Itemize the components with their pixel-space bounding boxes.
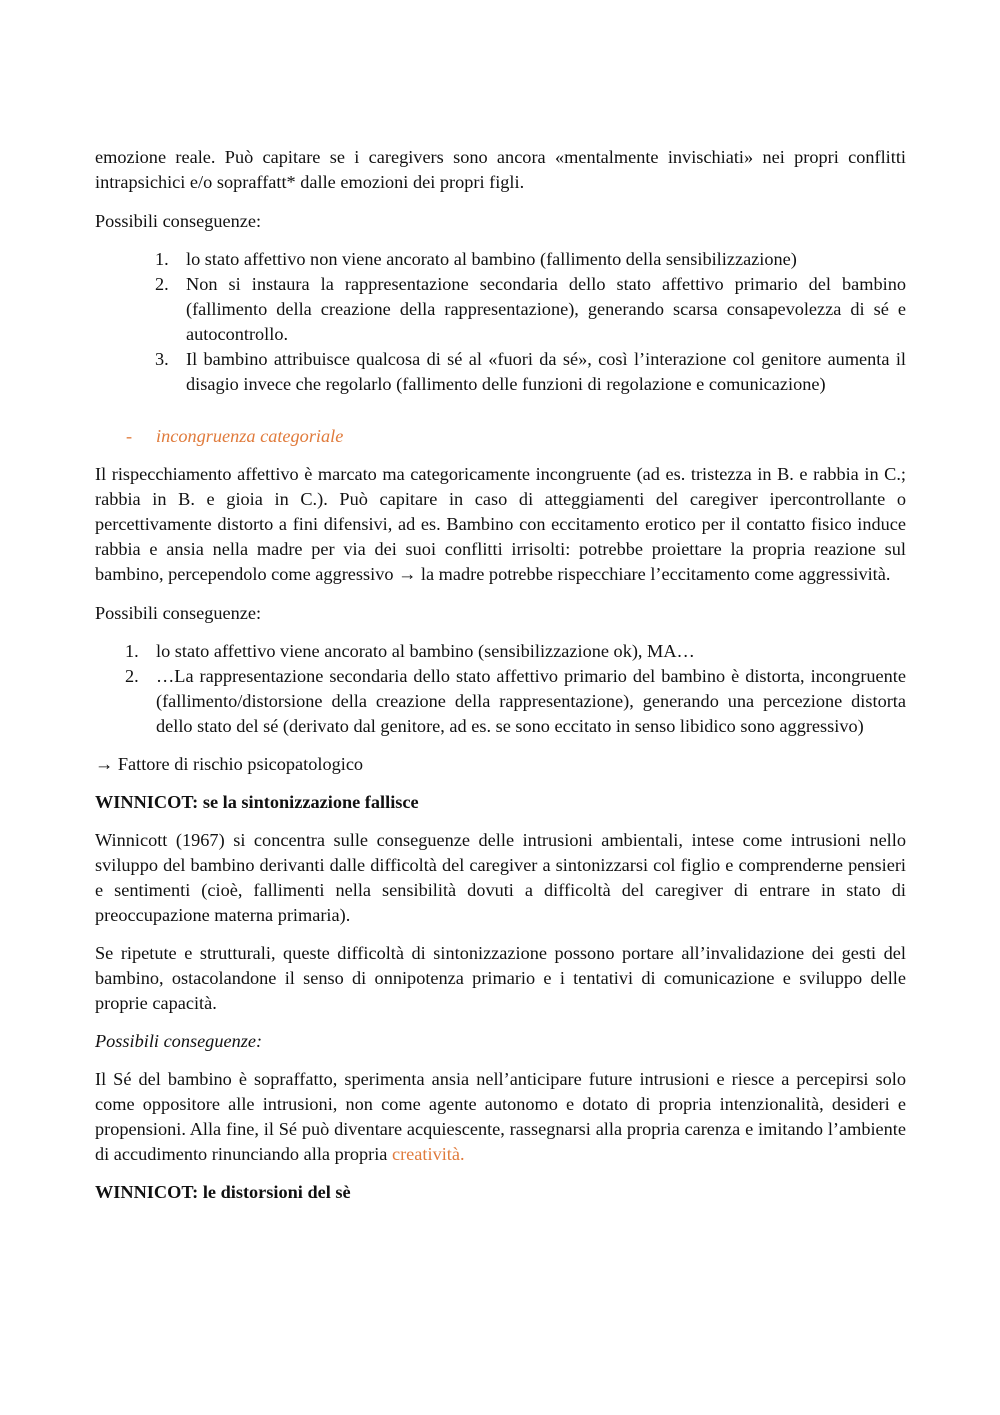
- section-heading-distorsioni: WINNICOT: le distorsioni del sè: [95, 1182, 351, 1202]
- risk-factor-line: → Fattore di rischio psicopatologico: [95, 754, 364, 774]
- list-number: 1.: [125, 641, 139, 661]
- paragraph-winnicott-1967: Winnicott (1967) si concentra sulle conseguenze delle intrusioni ambientali, intese come intrusioni nello sviluppo del bambino derivanti dalle difficoltà del caregiver a sintonizzarsi col figlio e comprenderne pensieri e sentimenti (cioè, fallimenti nella sensibilità dovuti a difficoltà del caregiver di entrare in stato di preoccupazione materna primaria).: [95, 830, 906, 925]
- list-item: [155, 347, 906, 397]
- document-body: [95, 145, 906, 1205]
- list-number: 2.: [125, 666, 139, 686]
- list-item-text: lo stato affettivo viene ancorato al bambino (sensibilizzazione ok), MA…: [156, 641, 695, 661]
- paragraph-emozione-reale: emozione reale. Può capitare se i caregivers sono ancora «mentalmente invischiati» nei propri conflitti intrapsichici e/o sopraffatt* dalle emozioni dei propri figli.: [95, 147, 906, 192]
- section-heading-sintonizzazione: WINNICOT: se la sintonizzazione fallisce: [95, 792, 419, 812]
- paragraph-text: Il Sé del bambino è sopraffatto, sperimenta ansia nell’anticipare future intrusioni e riesce a percepirsi solo come oppositore alle intrusioni, non come agente autonomo e dotato di propria intenzionalità, desideri e propensioni. Alla fine, il Sé può diventare acquiescente, rassegnarsi alla propria carenza e imitando l’ambiente di accudimento rinunciando alla propria: [95, 1069, 906, 1164]
- possibili-conseguenze-label: Possibili conseguenze:: [95, 1031, 263, 1051]
- creativita-highlight: creatività.: [391, 1144, 465, 1164]
- dash-bullet: -: [126, 426, 133, 446]
- list-item: [155, 247, 906, 272]
- consequences-list-1: [155, 247, 906, 397]
- list-item-text: Non si instaura la rappresentazione secondaria dello stato affettivo primario del bambino (fallimento della creazione della rappresentazione), generando scarsa consapevolezza di sé e autocontrollo.: [186, 274, 906, 344]
- list-number: 3.: [155, 349, 169, 369]
- list-number: 1.: [155, 249, 169, 269]
- list-item: [125, 639, 906, 664]
- paragraph-rispecchiamento: Il rispecchiamento affettivo è marcato ma categoricamente incongruente (ad es. tristezza in B. e rabbia in C.; rabbia in B. e gioia in C.). Può capitare in caso di atteggiamenti del caregiver ipercontrollante o percettivamente distorto a fini difensivi, ad es. Bambino con eccitamento erotico per il contatto fisico induce rabbia e ansia nella madre per via dei suoi conflitti irrisolti: potrebbe proiettare la propria reazione sul bambino, percependolo come aggressivo → la madre potrebbe rispecchiare l’eccitamento come aggressività.: [95, 464, 906, 584]
- subsection-title: incongruenza categoriale: [156, 426, 344, 446]
- list-item-text: lo stato affettivo non viene ancorato al bambino (fallimento della sensibilizzazione): [186, 249, 797, 269]
- subsection-incongruenza-categoriale: [126, 424, 906, 449]
- consequences-list-2: [125, 639, 906, 739]
- list-item-text: …La rappresentazione secondaria dello stato affettivo primario del bambino è distorta, incongruente (fallimento/distorsione della creazione della rappresentazione), generando una percezione distorta dello stato del sé (derivato dal genitore, ad es. se sono eccitato in senso libidico sono aggressivo): [156, 666, 906, 736]
- list-item: [155, 272, 906, 347]
- paragraph-difficolta-sintonizzazione: Se ripetute e strutturali, queste difficoltà di sintonizzazione possono portare all’invalidazione dei gesti del bambino, ostacolandone il senso di onnipotenza primario e i tentativi di comunicazione e sviluppo delle proprie capacità.: [95, 943, 906, 1013]
- list-item: [125, 664, 906, 739]
- possibili-conseguenze-label: Possibili conseguenze:: [95, 603, 262, 623]
- possibili-conseguenze-label: Possibili conseguenze:: [95, 211, 262, 231]
- list-number: 2.: [155, 274, 169, 294]
- list-item-text: Il bambino attribuisce qualcosa di sé al «fuori da sé», così l’interazione col genitore aumenta il disagio invece che regolarlo (fallimento delle funzioni di regolazione e comunicazione): [186, 349, 906, 394]
- paragraph-se-sopraffatto: [95, 1067, 906, 1167]
